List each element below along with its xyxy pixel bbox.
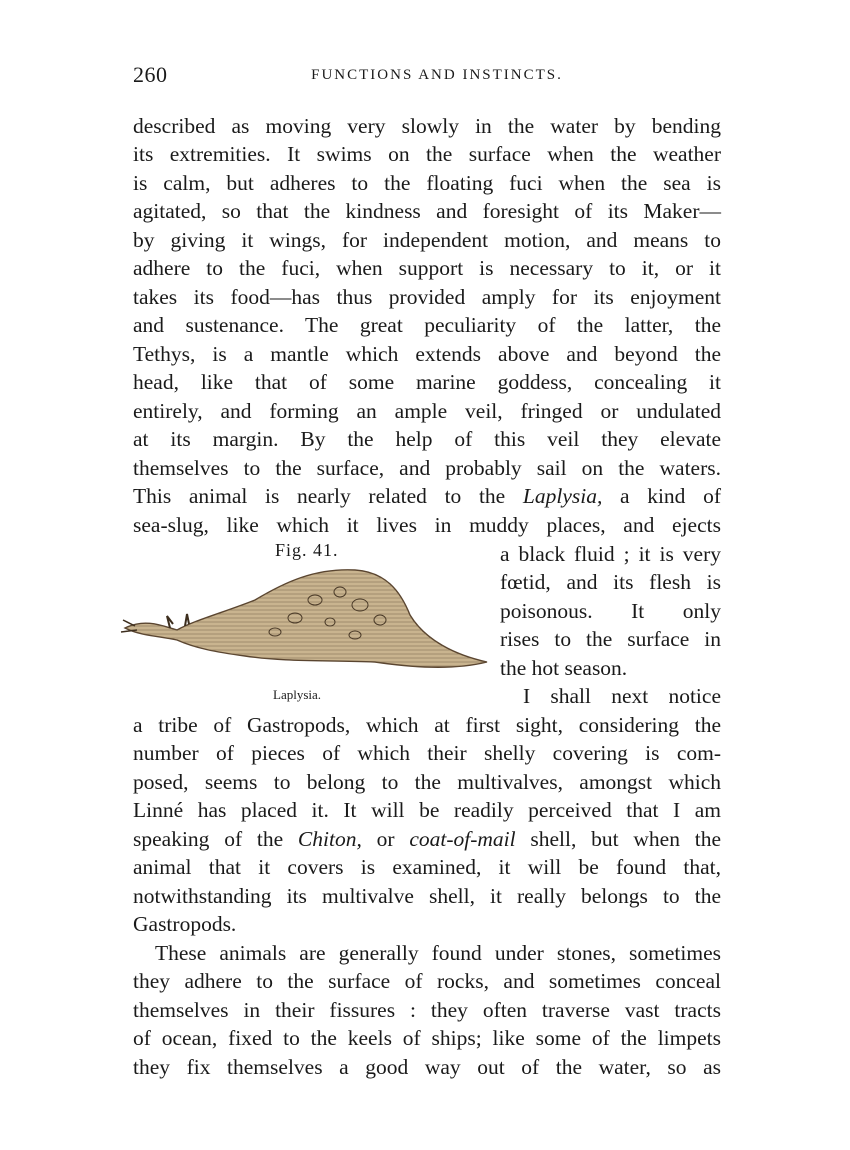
figure-laplysia (115, 540, 495, 700)
text-line-side: fœtid, and its flesh is (500, 570, 721, 594)
text-line: of ocean, fixed to the keels of ships; like some of the limpets (133, 1026, 721, 1050)
text-line: adhere to the fuci, when support is necessary to it, or it (133, 256, 721, 280)
text-line: its extremities. It swims on the surface when the weather (133, 142, 721, 166)
text-line-side: the hot season. (500, 656, 628, 680)
text-line-side: I shall next notice (523, 684, 721, 708)
text-line: themselves to the surface, and probably sail on the waters. (133, 456, 721, 480)
text-line: animal that it covers is examined, it will be found that, (133, 855, 721, 879)
text-line: number of pieces of which their shelly covering is com- (133, 741, 721, 765)
italic-term-chiton: Chiton, (297, 827, 362, 851)
italic-term-coat-of-mail: coat-of-mail (409, 827, 516, 851)
text-line: sea-slug, like which it lives in muddy places, and ejects (133, 513, 721, 537)
italic-term-laplysia: Laplysia, (522, 484, 603, 508)
text-line: posed, seems to belong to the multivalves, amongst which (133, 770, 721, 794)
text-line: described as moving very slowly in the water by bending (133, 114, 721, 138)
text-line: These animals are generally found under stones, sometimes (155, 941, 721, 965)
text-span: This animal is nearly related to the (133, 484, 523, 508)
laplysia-engraving-icon (115, 560, 495, 685)
text-line: agitated, so that the kindness and foresight of its Maker— (133, 199, 721, 223)
text-span: or (361, 827, 410, 851)
text-line-chiton (133, 825, 721, 853)
text-line-side: a black fluid ; it is very (500, 542, 721, 566)
running-title: FUNCTIONS AND INSTINCTS. (311, 67, 563, 83)
text-line: head, like that of some marine goddess, concealing it (133, 370, 721, 394)
text-line-side: poisonous. It only (500, 599, 721, 623)
text-line: at its margin. By the help of this veil they elevate (133, 427, 721, 451)
text-line-laplysia (133, 482, 721, 510)
text-line: is calm, but adheres to the floating fuci when the sea is (133, 171, 721, 195)
text-line: takes its food—has thus provided amply for its enjoyment (133, 285, 721, 309)
text-line: by giving it wings, for independent motion, and means to (133, 228, 721, 252)
text-line: Tethys, is a mantle which extends above and beyond the (133, 342, 721, 366)
figure-label: Fig. 41. (275, 540, 339, 560)
figure-caption: Laplysia. (273, 687, 322, 702)
running-header (133, 62, 721, 92)
text-line: Linné has placed it. It will be readily perceived that I am (133, 798, 721, 822)
text-line: themselves in their fissures : they often traverse vast tracts (133, 998, 721, 1022)
text-span: shell, but when the (515, 827, 721, 851)
text-line: they adhere to the surface of rocks, and sometimes conceal (133, 969, 721, 993)
text-span: speaking of the (133, 827, 298, 851)
text-line: they fix themselves a good way out of the water, so as (133, 1055, 721, 1079)
text-line: Gastropods. (133, 912, 237, 936)
page-number: 260 (133, 62, 168, 87)
text-line: notwithstanding its multivalve shell, it really belongs to the (133, 884, 721, 908)
text-line: and sustenance. The great peculiarity of the latter, the (133, 313, 721, 337)
text-line-side: rises to the surface in (500, 627, 721, 651)
text-line: entirely, and forming an ample veil, fringed or undulated (133, 399, 721, 423)
text-line: a tribe of Gastropods, which at first sight, considering the (133, 713, 721, 737)
text-span: a kind of (602, 484, 721, 508)
